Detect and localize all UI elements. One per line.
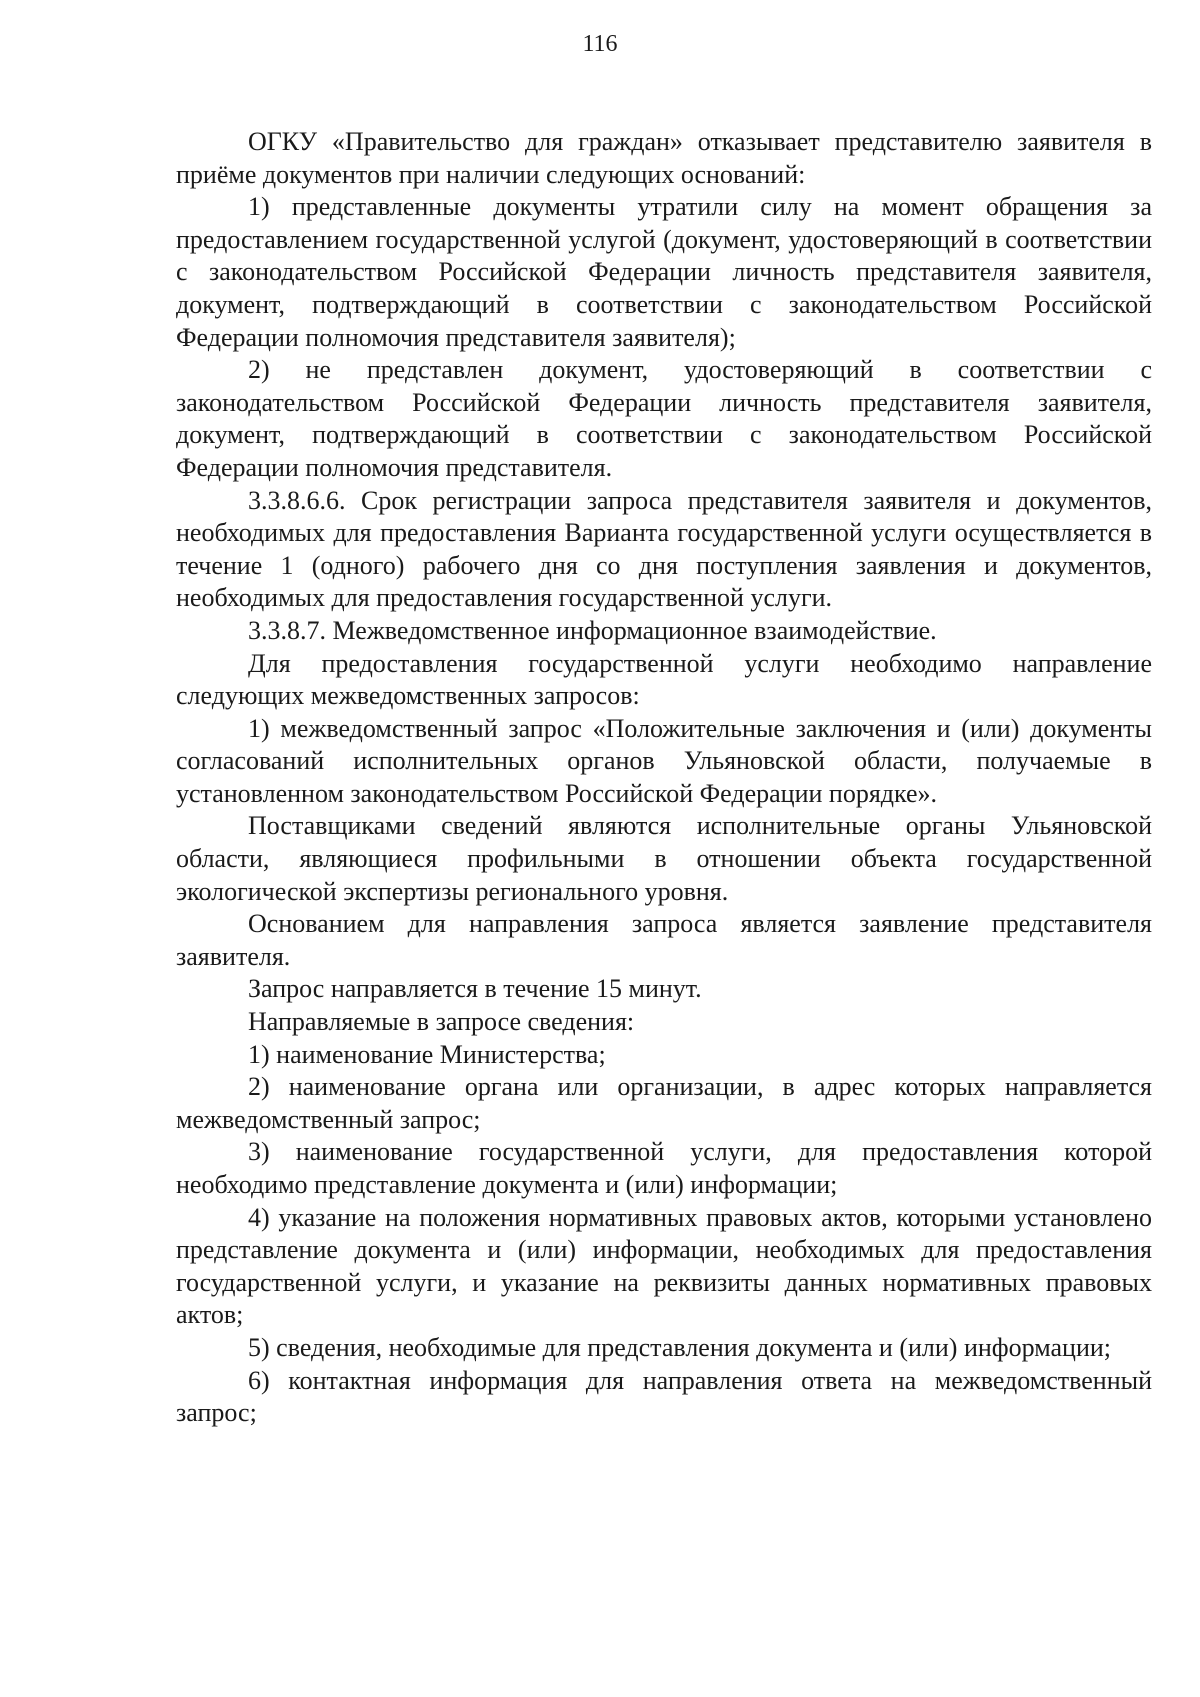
document-body: [176, 126, 1152, 1430]
paragraph: 1) межведомственный запрос «Положительные заключения и (или) документы согласований исполнительных органов Ульяновской области, получаемые в установленном законодательством Российской Федерации порядке».: [176, 713, 1152, 808]
paragraph: 3) наименование государственной услуги, для предоставления которой необходимо представление документа и (или) информации;: [176, 1137, 1152, 1199]
paragraph: 2) не представлен документ, удостоверяющий в соответствии с законодательством Российской Федерации личность представителя заявителя, документ, подтверждающий в соответствии с законодательством Российской Федерации полномочия представителя.: [176, 355, 1152, 482]
paragraph: ОГКУ «Правительство для граждан» отказывает представителю заявителя в приёме документов при наличии следующих оснований:: [176, 127, 1152, 189]
paragraph: 1) представленные документы утратили силу на момент обращения за предоставлением государственной услугой (документ, удостоверяющий в соответствии с законодательством Российской Федерации личность представителя заявителя, документ, подтверждающий в соответствии с законодательством Российской Федерации полномочия представителя заявителя);: [176, 192, 1152, 352]
paragraph: Поставщиками сведений являются исполнительные органы Ульяновской области, являющиеся профильными в отношении объекта государственной экологической экспертизы регионального уровня.: [176, 811, 1152, 906]
paragraph: Запрос направляется в течение 15 минут.: [248, 974, 702, 1004]
paragraph: 6) контактная информация для направления ответа на межведомственный запрос;: [176, 1365, 1152, 1428]
page-number: 116: [582, 31, 618, 57]
paragraph: Основанием для направления запроса является заявление представителя заявителя.: [176, 909, 1152, 971]
paragraph: Для предоставления государственной услуги необходимо направление следующих межведомственных запросов:: [176, 648, 1152, 711]
paragraph: 3.3.8.7. Межведомственное информационное взаимодействие.: [248, 615, 937, 645]
paragraph: 3.3.8.6.6. Срок регистрации запроса представителя заявителя и документов, необходимых для предоставления Варианта государственной услуги осуществляется в течение 1 (одного) рабочего дня со дня поступления заявления и документов, необходимых для предоставления государственной услуги.: [176, 485, 1152, 613]
paragraph: Направляемые в запросе сведения:: [248, 1007, 635, 1037]
paragraph: 4) указание на положения нормативных правовых актов, которыми установлено представление документа и (или) информации, необходимых для предоставления государственной услуги, и указание на реквизиты данных нормативных правовых актов;: [176, 1202, 1152, 1330]
paragraph: 1) наименование Министерства;: [248, 1039, 606, 1069]
paragraph: 2) наименование органа или организации, в адрес которых направляется межведомственный запрос;: [176, 1072, 1152, 1134]
paragraph: 5) сведения, необходимые для представления документа и (или) информации;: [248, 1332, 1112, 1362]
